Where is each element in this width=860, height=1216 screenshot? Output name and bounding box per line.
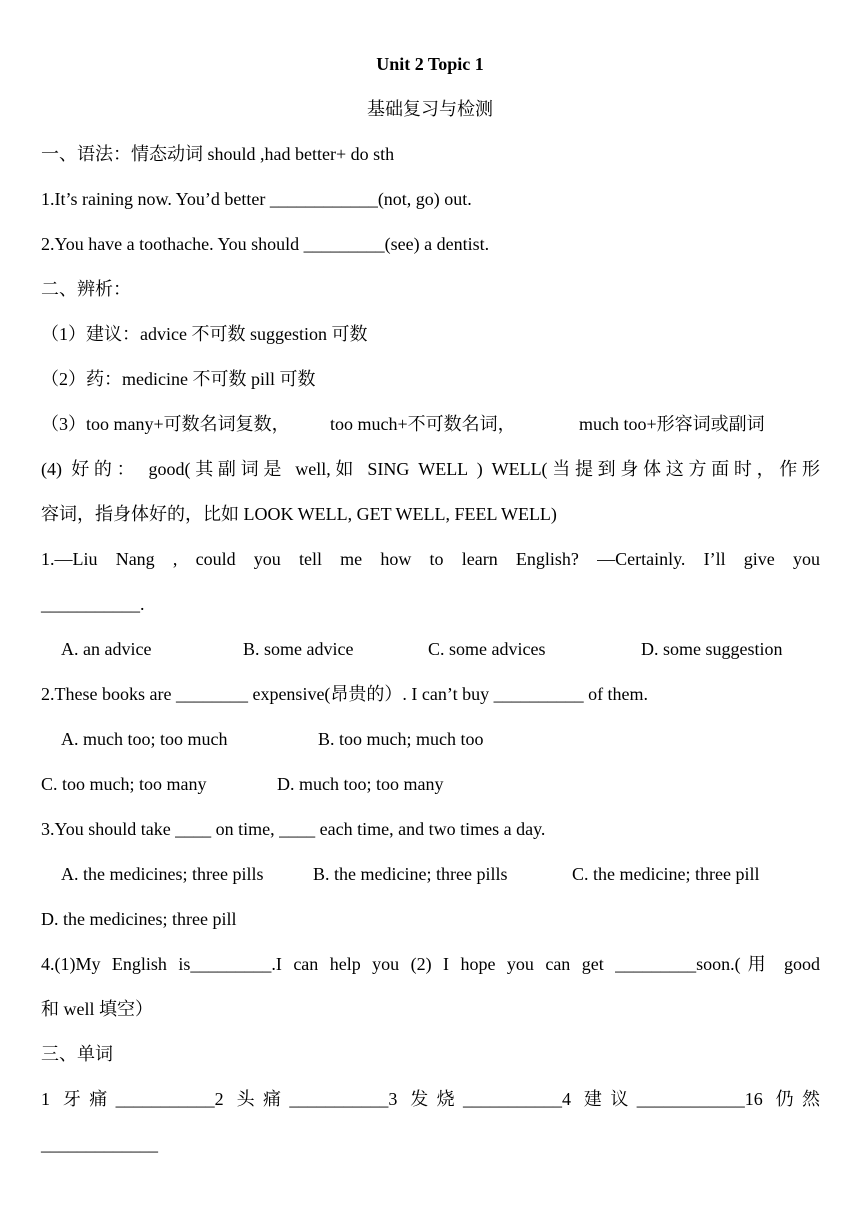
section1-heading: 一、语法：情态动词 should ,had better+ do sth — [41, 144, 395, 164]
option-c: C. the medicine; three pill — [572, 864, 760, 884]
page-subtitle: 基础复习与检测 — [367, 99, 493, 119]
option-b: B. the medicine; three pills — [313, 864, 508, 884]
option-c: C. some advices — [428, 639, 546, 659]
question-3-line: 3.You should take ____ on time, ____ each time, and two times a day. — [41, 819, 546, 839]
section2-item-1: （1）建议：advice 不可数 suggestion 可数 — [41, 324, 368, 344]
item-3-part-b: too much+不可数名词， — [330, 414, 516, 434]
option-d: D. some suggestion — [641, 639, 783, 659]
section3-vocab-line-2: _____________ — [41, 1134, 158, 1154]
section1-question-2: 2.You have a toothache. You should _________(see) a dentist. — [41, 234, 490, 254]
item-3-part-c: much too+形容词或副词 — [579, 414, 765, 434]
question-1-line-1: 1.—Liu Nang , could you tell me how to learn English? —Certainly. I’ll give you — [41, 549, 820, 569]
option-c: C. too much; too many — [41, 774, 207, 794]
question-4-line-1: 4.(1)My English is_________.I can help you (2) I hope you can get _________soon.(用 good — [41, 954, 820, 974]
section1-question-1: 1.It’s raining now. You’d better ____________(not, go) out. — [41, 189, 472, 209]
question-2-line: 2.These books are ________ expensive(昂贵的）. I can’t buy __________ of them. — [41, 684, 649, 704]
section3-vocab-line-1: 1 牙痛___________2 头痛___________3 发烧___________4 建议____________16 仍然 — [41, 1089, 820, 1109]
section2-heading: 二、辨析： — [41, 279, 131, 299]
item-3-part-a: （3）too many+可数名词复数， — [41, 414, 290, 434]
option-a: A. an advice — [61, 639, 152, 659]
option-a: A. the medicines; three pills — [61, 864, 264, 884]
option-b: B. some advice — [243, 639, 354, 659]
option-d: D. much too; too many — [277, 774, 444, 794]
section2-item-4-line-2: 容词，指身体好的，比如 LOOK WELL, GET WELL, FEEL WELL) — [41, 504, 557, 524]
page-title: Unit 2 Topic 1 — [376, 54, 484, 74]
option-b: B. too much; much too — [318, 729, 484, 749]
option-a: A. much too; too much — [61, 729, 228, 749]
section2-item-2: （2）药：medicine 不可数 pill 可数 — [41, 369, 316, 389]
section3-heading: 三、单词 — [41, 1044, 113, 1064]
question-1-line-2: ___________. — [41, 594, 145, 614]
question-4-line-2: 和 well 填空） — [41, 999, 153, 1019]
section2-item-4-line-1: (4) 好的： good(其副词是 well,如 SING WELL ) WELL(当提到身体这方面时，作形 — [41, 459, 820, 479]
option-d: D. the medicines; three pill — [41, 909, 237, 929]
